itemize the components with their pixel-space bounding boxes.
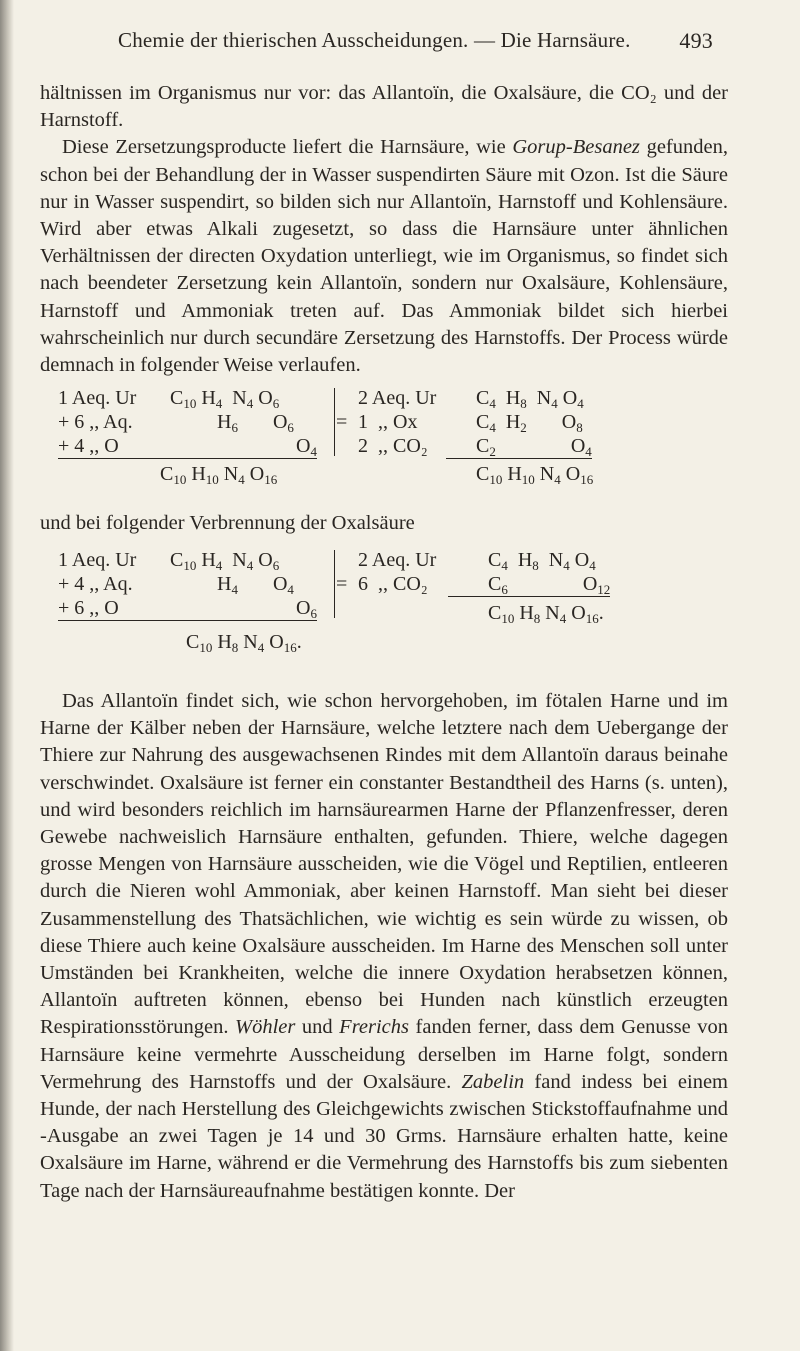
equation-connector-text: und bei folgender Verbrennung der Oxalsäure — [40, 512, 415, 534]
running-header — [118, 28, 713, 62]
paragraph-oxidation — [40, 134, 728, 379]
eq2-right-total: $C_{10}$ $H_8$ $N_4$ $O_{16}$. — [488, 602, 604, 626]
paragraph-text: und — [295, 1016, 340, 1039]
running-title: Chemie der thierischen Ausscheidungen. — Die Harnsäure. — [118, 28, 631, 52]
author-name: Wöhler — [235, 1016, 296, 1039]
paragraph-text: Diese Zersetzungsproducte liefert die Harnsäure, wie — [62, 136, 513, 159]
eq1-right-total: $C_{10}$ $H_{10}$ $N_4$ $O_{16}$ — [476, 463, 594, 487]
equation-2 — [58, 548, 718, 678]
eq1-left-total: $C_{10}$ $H_{10}$ $N_4$ $O_{16}$ — [160, 463, 278, 487]
equals-sign: = — [336, 573, 348, 595]
eq1-right-formulas: $C_4$ $H_8$ $N_4$ $O_4$ $C_4$ $H_2$ $O_8$ $C_2$ $O_4$ — [476, 386, 592, 459]
paragraph-text: Das Allantoïn findet sich, wie schon hervorgehoben, im fötalen Harne und im Harne der Kälber neben der Harnsäure, welche letztere nach dem Uebergange der Thiere zur Nahrung des ausgewachsenen Rindes mit dem Allantoïn daraus beinahe verschwindet. Oxalsäure ist ferner ein constanter Bestandtheil des Harns (s. unten), und wird besonders reichlich im harnsäurearmen Harne der Pflanzenfresser, deren Gewebe nachweislich Harnsäure enthalten, gefunden. Thiere, welche dagegen grosse Mengen von Harnsäure ausscheiden, wie die Vögel und Reptilien, entleeren durch die Nieren wohl Ammoniak, aber keinen Harnstoff. Man sieht bei dieser Zusammenstellung des Thatsächlichen, wie wichtig es sein würde zu wissen, ob diese Thiere auch keine Oxalsäure ausscheiden. Im Harne des Menschen soll unter Umständen bei Krankheiten, welche die innere Oxydation herabsetzen können, Allantoïn auftreten können, ebenso bei Hunden nach künstlich erzeugten Respirationsstörungen. — [40, 690, 728, 1039]
page-number: 493 — [679, 28, 713, 53]
eq2-left-coefs: 1 Aeq. Ur + 4 ,, Aq. + 6 ,, O — [58, 549, 137, 619]
equals-sign: = — [336, 411, 348, 433]
brace — [328, 388, 335, 456]
paragraph-allantoin — [40, 688, 728, 1205]
text-block-top — [40, 80, 728, 379]
eq1-left-coefs: 1 Aeq. Ur + 6 ,, Aq. + 4 ,, O — [58, 387, 137, 457]
book-gutter-edge — [0, 0, 14, 1351]
eq2-right-coefs: 2 Aeq. Ur 6 ,, CO₂ — [358, 549, 437, 595]
paragraph-text: fanden ferner, dass dem Genusse von Harnsäure keine vermehrte Ausscheidung derselben im Harne folgt, sondern Vermehrung des Harnstoffs und der Oxalsäure. — [40, 1016, 728, 1093]
paragraph-text: gefunden, schon bei der Behandlung der in Wasser suspendirten Säure mit Ozon. Ist die Säure nur in Wasser suspendirt, so bilden sich nur Allantoïn, Harnstoff und Kohlensäure. Wird aber etwas Alkali zugesetzt, so dass die Harnsäure unter ähnlichen Verhältnissen der directen Oxydation unterliegt, wie im Organismus, so findet sich nach beendeter Zersetzung kein Allantoïn, sondern nur Oxalsäure, Kohlensäure, Harnstoff und Ammoniak treten auf. Das Ammoniak bildet sich hierbei wahrscheinlich nur durch secundäre Zersetzung des Harnstoffs. Der Process würde demnach in folgender Weise verlaufen. — [40, 136, 728, 377]
eq1-left-formulas: $C_{10}$ $H_4$ $N_4$ $O_6$ $H_6$ $O_6$ $O_4$ — [170, 386, 317, 459]
brace — [328, 550, 335, 618]
author-name: Zabelin — [461, 1070, 525, 1093]
paragraph-text: fand indess bei einem Hunde, der nach Herstellung des Gleichgewichts zwischen Stickstoffaufnahme und -Ausgabe an zwei Tagen je 14 und 30 Grms. Harnsäure erhalten hatte, keine Oxalsäure im Harne, während er die Vermehrung des Harnstoffs bis zum siebenten Tage nach der Harnsäureaufnahme bestätigen konnte. Der — [40, 1070, 728, 1202]
eq2-left-total: $C_{10}$ $H_8$ $N_4$ $O_{16}$. — [186, 631, 302, 655]
paragraph-continuation: hältnissen im Organismus nur vor: das Allantoïn, die Oxalsäure, die CO₂ und der Harnstoff. — [40, 82, 728, 132]
text-block-bottom — [40, 688, 728, 1205]
author-name: Gorup-Besanez — [512, 136, 640, 159]
author-name: Frerichs — [339, 1016, 410, 1039]
eq2-left-formulas: $C_{10}$ $H_4$ $N_4$ $O_6$ $H_4$ $O_4$ $O_6$ — [170, 548, 317, 621]
eq2-right-formulas: $C_4$ $H_8$ $N_4$ $O_4$ $C_6$ $O_{12}$ $C_{10}$ $H_8$ $N_4$ $O_{16}$. — [488, 548, 610, 625]
eq1-right-coefs: 2 Aeq. Ur 1 ,, Ox 2 ,, CO₂ — [358, 387, 437, 457]
equation-1 — [58, 386, 698, 496]
